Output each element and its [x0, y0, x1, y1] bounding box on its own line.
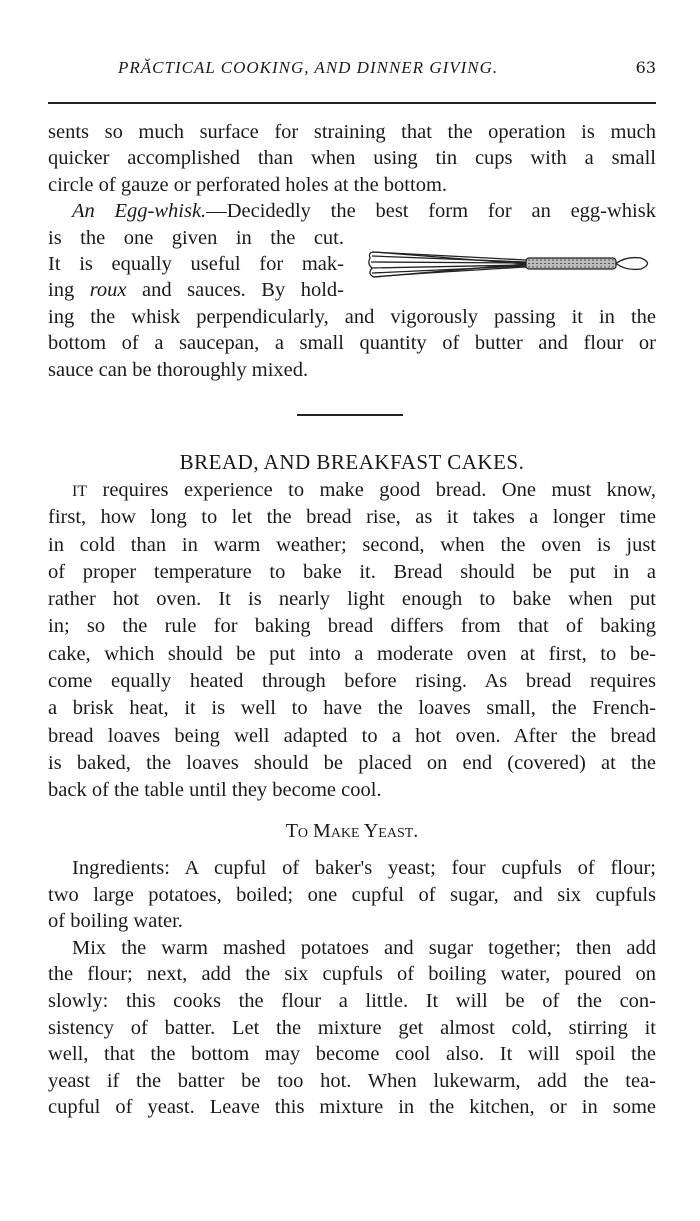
- text-line: sauce can be thoroughly mixed.: [48, 358, 309, 381]
- text-line: first, how long to let the bread rise, as it takes a longer time: [48, 506, 656, 529]
- text-span: requires experience to make good bread. One must know,: [87, 479, 656, 501]
- text-line: the flour; next, add the six cupfuls of boiling water, poured on: [48, 963, 656, 986]
- text-line: in; so the rule for baking bread differs from that of baking: [48, 615, 656, 638]
- text-line: well, that the bottom may become cool also. It will spoil the: [48, 1043, 656, 1066]
- egg-whisk-icon: [366, 244, 656, 284]
- text-span: ing: [48, 279, 90, 302]
- text-line: cake, which should be put into a moderate oven at first, to be-: [48, 642, 656, 665]
- section-heading: BREAD, AND BREAKFAST CAKES.: [179, 450, 525, 474]
- text-line: circle of gauze or perforated holes at the bottom.: [48, 173, 448, 196]
- page-number: 63: [635, 58, 656, 77]
- egg-whisk-title: An Egg-whisk.: [72, 200, 207, 223]
- text-line: come equally heated through before rising. As bread requires: [48, 670, 656, 693]
- text-line: slowly: this cooks the flour a little. It will be of the con-: [48, 989, 656, 1012]
- text-line: sistency of batter. Let the mixture get almost cold, stirring it: [48, 1016, 656, 1039]
- egg-whisk-section: [48, 119, 656, 383]
- text-line: [48, 198, 656, 224]
- text-line: [48, 477, 656, 504]
- text-line: quicker accomplished than when using tin cups with a small: [48, 147, 656, 170]
- text-line: Mix the warm mashed potatoes and sugar together; then add: [72, 936, 656, 959]
- text-line: in cold than in warm weather; second, when the oven is just: [48, 533, 656, 556]
- text-line: yeast if the batter be too hot. When lukewarm, add the tea-: [48, 1069, 656, 1092]
- text-line: ing the whisk perpendicularly, and vigorously passing it in the: [48, 305, 656, 328]
- text-line: is baked, the loaves should be placed on end (covered) at the: [48, 751, 656, 774]
- roux-italic: roux: [89, 279, 127, 302]
- text-line: is the one given in the cut.: [48, 226, 344, 249]
- text-line: [48, 277, 344, 303]
- recipe-heading: [48, 820, 656, 843]
- bread-section: [48, 477, 656, 805]
- text-line: It is equally useful for mak-: [48, 252, 344, 275]
- text-line: of boiling water.: [48, 910, 183, 933]
- egg-whisk-illustration: [344, 225, 656, 304]
- yeast-recipe: [48, 855, 656, 1121]
- text-span: —Decidedly the best form for an egg-whisk: [206, 200, 656, 223]
- text-line: of proper temperature to bake it. Bread should be put in a: [48, 560, 656, 583]
- text-line: rather hot oven. It is nearly light enough to bake when put: [48, 588, 656, 611]
- text-line: back of the table until they become cool.: [48, 779, 382, 802]
- recipe-title: To Make Yeast.: [285, 820, 419, 842]
- text-line: two large potatoes, boiled; one cupful of sugar, and six cupfuls: [48, 883, 656, 906]
- text-line: sents so much surface for straining that the operation is much: [48, 121, 656, 143]
- text-line: bottom of a saucepan, a small quantity of butter and flour or: [48, 332, 656, 355]
- text-line: bread loaves being well adapted to a hot oven. After the bread: [48, 724, 656, 747]
- running-header: [48, 58, 656, 84]
- drop-word: IT: [72, 483, 88, 500]
- header-rule: [48, 102, 656, 104]
- wrapped-figure-block: [48, 225, 656, 304]
- running-title: PRĂCTICAL COOKING, AND DINNER GIVING.: [118, 58, 499, 77]
- section-divider: [297, 414, 403, 416]
- text-span: and sauces. By hold-: [126, 279, 344, 302]
- text-line: cupful of yeast. Leave this mixture in the kitchen, or in some: [48, 1096, 656, 1119]
- text-line: a brisk heat, it is well to have the loaves small, the French-: [48, 697, 656, 720]
- text-line: Ingredients: A cupful of baker's yeast; four cupfuls of flour;: [72, 857, 656, 879]
